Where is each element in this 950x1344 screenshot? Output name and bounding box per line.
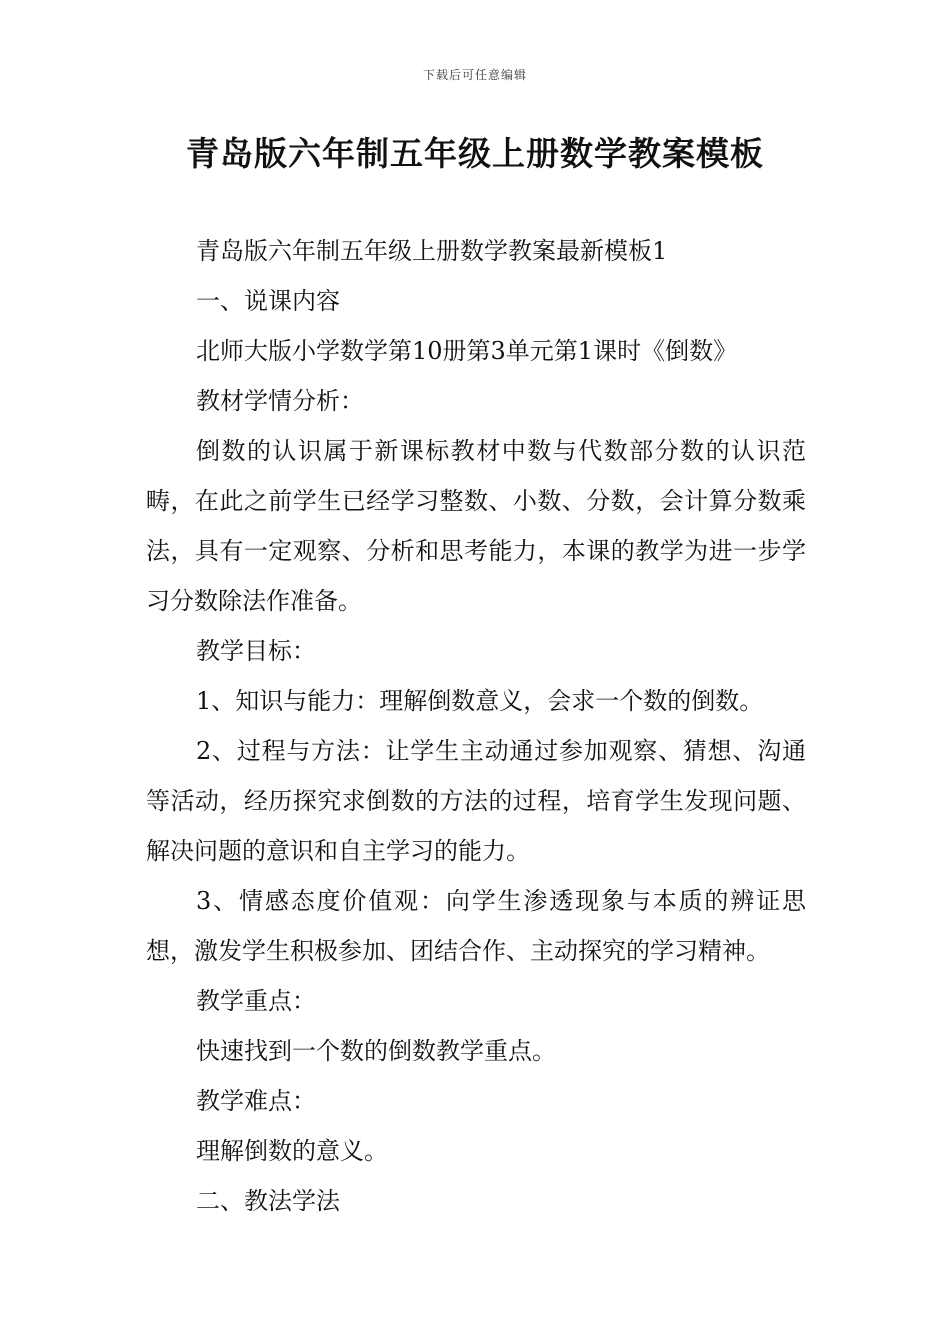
document-title: 青岛版六年制五年级上册数学教案模板 xyxy=(186,134,764,173)
paragraph-key-point: 快速找到一个数的倒数教学重点。 xyxy=(196,1037,556,1065)
paragraph-section-heading: 一、说课内容 xyxy=(196,287,340,315)
paragraph-heading-key-point: 教学重点： xyxy=(196,987,316,1015)
paragraph-difficulty: 理解倒数的意义。 xyxy=(196,1137,388,1165)
paragraph-section-heading-2: 二、教法学法 xyxy=(196,1187,340,1215)
paragraph-subtitle: 青岛版六年制五年级上册数学教案最新模板1 xyxy=(196,237,668,265)
document-body xyxy=(146,226,806,1226)
paragraph-heading-goals: 教学目标： xyxy=(196,637,316,665)
paragraph-heading-difficulty: 教学难点： xyxy=(196,1087,316,1115)
paragraph-goal-3: 3、情感态度价值观：向学生渗透现象与本质的辨证思想，激发学生积极参加、团结合作、主动探究的学习精神。 xyxy=(146,887,806,965)
header-note: 下载后可任意编辑 xyxy=(422,68,527,82)
paragraph-goal-1: 1、知识与能力：理解倒数意义，会求一个数的倒数。 xyxy=(196,687,764,715)
paragraph-goal-2: 2、过程与方法：让学生主动通过参加观察、猜想、沟通等活动，经历探究求倒数的方法的过程，培育学生发现问题、解决问题的意识和自主学习的能力。 xyxy=(146,737,806,865)
paragraph-heading-analysis: 教材学情分析： xyxy=(196,387,364,415)
paragraph-analysis: 倒数的认识属于新课标教材中数与代数部分数的认识范畴，在此之前学生已经学习整数、小数、分数，会计算分数乘法，具有一定观察、分析和思考能力，本课的教学为进一步学习分数除法作准备。 xyxy=(146,437,806,615)
paragraph-lesson-info: 北师大版小学数学第10册第3单元第1课时《倒数》 xyxy=(196,337,738,365)
